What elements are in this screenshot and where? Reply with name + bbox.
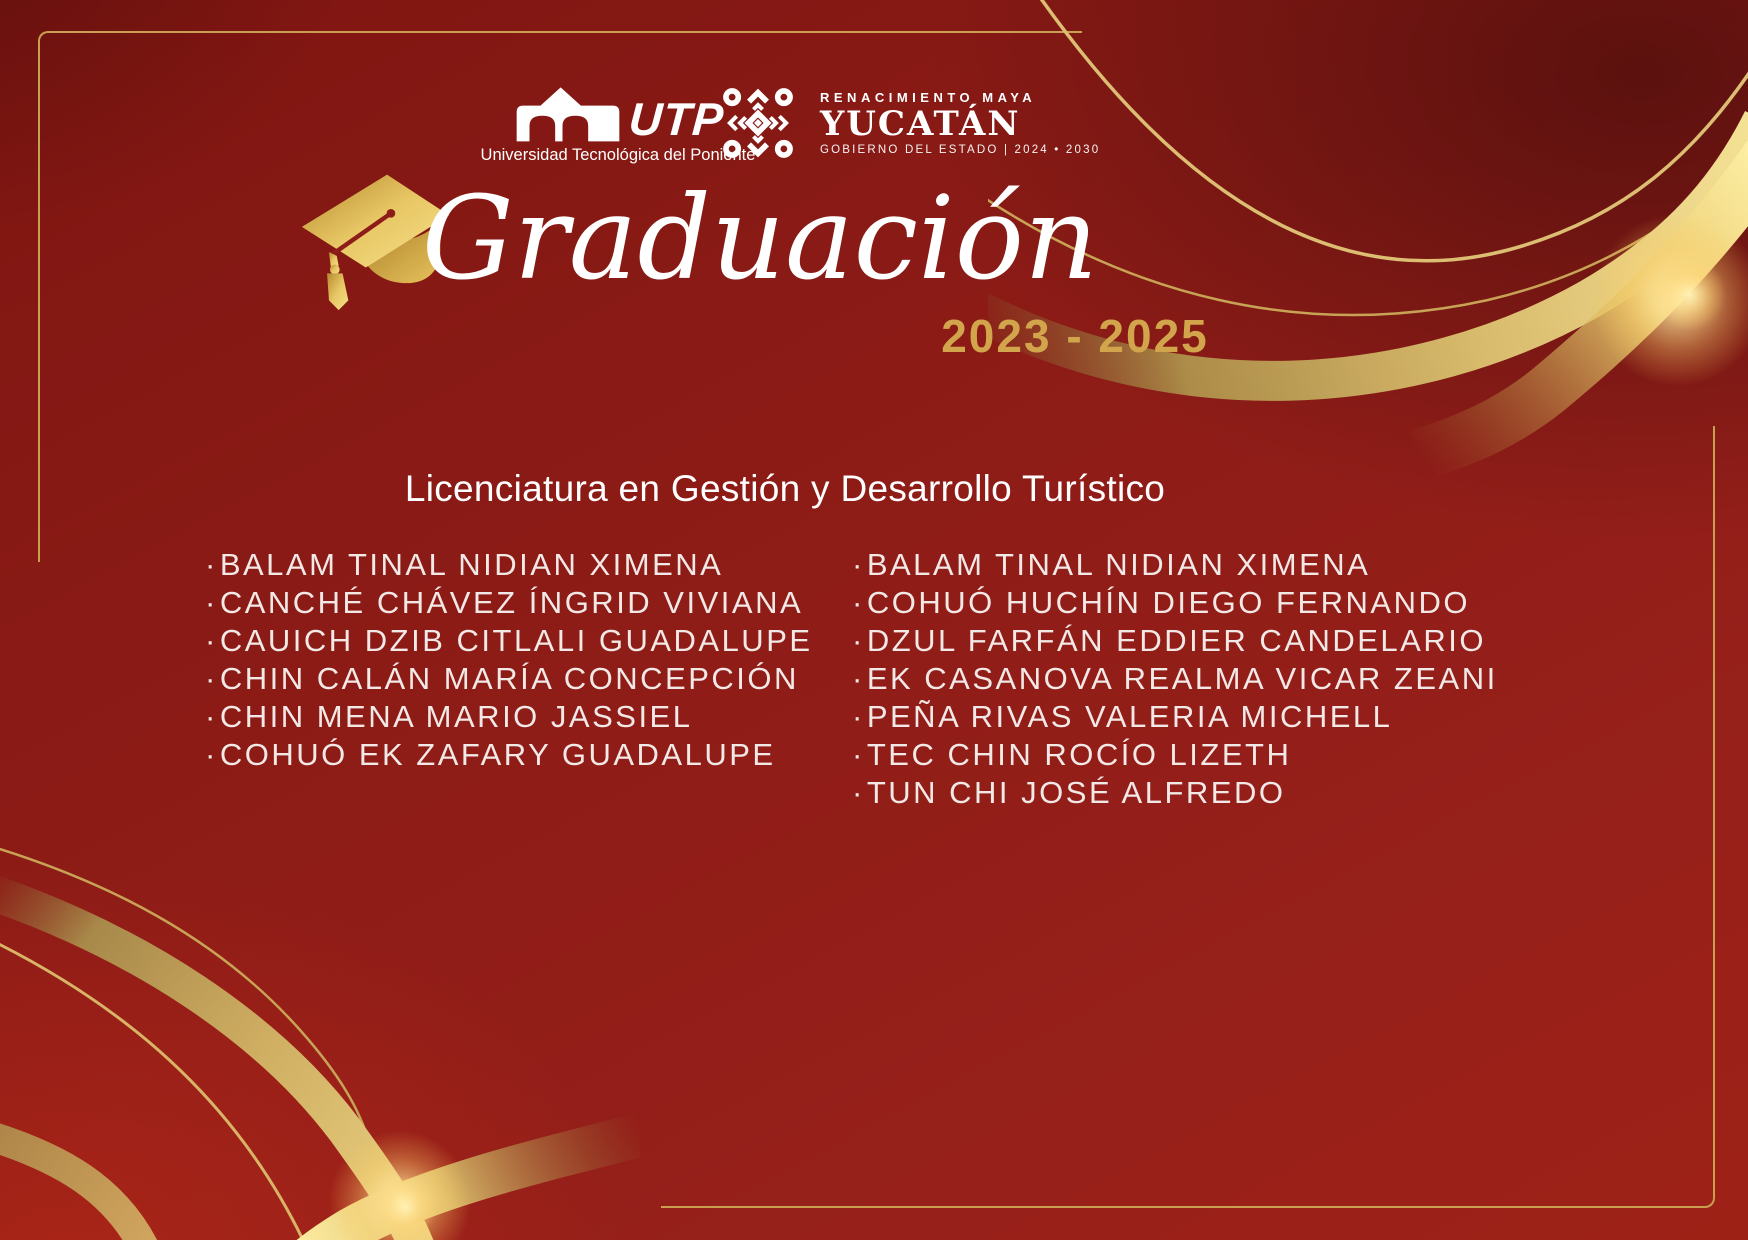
bullet: · — [205, 661, 218, 696]
graduate-name — [205, 546, 813, 584]
graduate-name-text: EK CASANOVA REALMA VICAR ZEANI — [866, 661, 1498, 696]
graduate-name — [852, 660, 1498, 698]
graduate-name — [205, 660, 813, 698]
graduate-name-text: CANCHÉ CHÁVEZ ÍNGRID VIVIANA — [219, 585, 804, 620]
yucatan-wordmark: YUCATÁN — [820, 103, 1021, 144]
bullet: · — [205, 737, 218, 772]
yucatan-renacimiento-text: RENACIMIENTO MAYA — [820, 89, 1037, 105]
graduate-name — [205, 622, 813, 660]
graduate-name — [852, 774, 1498, 812]
yucatan-logo-text — [820, 90, 1100, 156]
graduate-name-text: CHIN CALÁN MARÍA CONCEPCIÓN — [219, 661, 799, 696]
graduate-name — [205, 698, 813, 736]
bullet: · — [205, 699, 218, 734]
program-title: Licenciatura en Gestión y Desarrollo Turístico — [404, 468, 1166, 509]
bullet: · — [852, 623, 865, 658]
graduate-name-text: CAUICH DZIB CITLALI GUADALUPE — [219, 623, 813, 658]
graduate-name-text: COHUÓ EK ZAFARY GUADALUPE — [219, 737, 776, 772]
graduate-name — [852, 736, 1498, 774]
graduate-name — [205, 584, 813, 622]
graduate-name-text: PEÑA RIVAS VALERIA MICHELL — [866, 699, 1393, 734]
bullet: · — [205, 547, 218, 582]
bullet: · — [852, 585, 865, 620]
yucatan-gobierno-text: GOBIERNO DEL ESTADO | 2024 • 2030 — [820, 144, 1101, 157]
utp-arches-icon — [513, 84, 623, 142]
graduate-name — [852, 622, 1498, 660]
graduacion-script-title: Graduación — [421, 172, 1099, 306]
graduate-name — [205, 736, 813, 774]
utp-caption: Universidad Tecnológica del Poniente — [480, 146, 756, 164]
bullet: · — [205, 623, 218, 658]
graduate-name-text: BALAM TINAL NIDIAN XIMENA — [219, 547, 724, 582]
utp-logo-row — [513, 84, 726, 145]
generation-years: 2023 - 2025 — [941, 310, 1209, 362]
yucatan-maya-glyph-icon — [722, 84, 794, 162]
graduate-name-text: DZUL FARFÁN EDDIER CANDELARIO — [866, 623, 1486, 658]
graduate-name-text: BALAM TINAL NIDIAN XIMENA — [866, 547, 1371, 582]
bullet: · — [852, 547, 865, 582]
bullet: · — [852, 737, 865, 772]
bullet: · — [852, 661, 865, 696]
graduate-name-text: TEC CHIN ROCÍO LIZETH — [866, 737, 1292, 772]
graduates-column-right — [852, 546, 1498, 812]
graduate-name — [852, 584, 1498, 622]
graduate-name-text: CHIN MENA MARIO JASSIEL — [219, 699, 693, 734]
ribbon-swirl-bottom-left-icon — [0, 770, 640, 1240]
graduates-column-left — [205, 546, 813, 774]
bullet: · — [205, 585, 218, 620]
yucatan-logo — [722, 84, 1100, 162]
bullet: · — [852, 775, 865, 810]
graduate-name-text: TUN CHI JOSÉ ALFREDO — [866, 775, 1286, 810]
graduate-name — [852, 546, 1498, 584]
utp-abbr-text: UTP — [626, 93, 726, 145]
graduate-name — [852, 698, 1498, 736]
utp-logo — [478, 84, 758, 165]
graduate-name-text: COHUÓ HUCHÍN DIEGO FERNANDO — [866, 585, 1470, 620]
bullet: · — [852, 699, 865, 734]
